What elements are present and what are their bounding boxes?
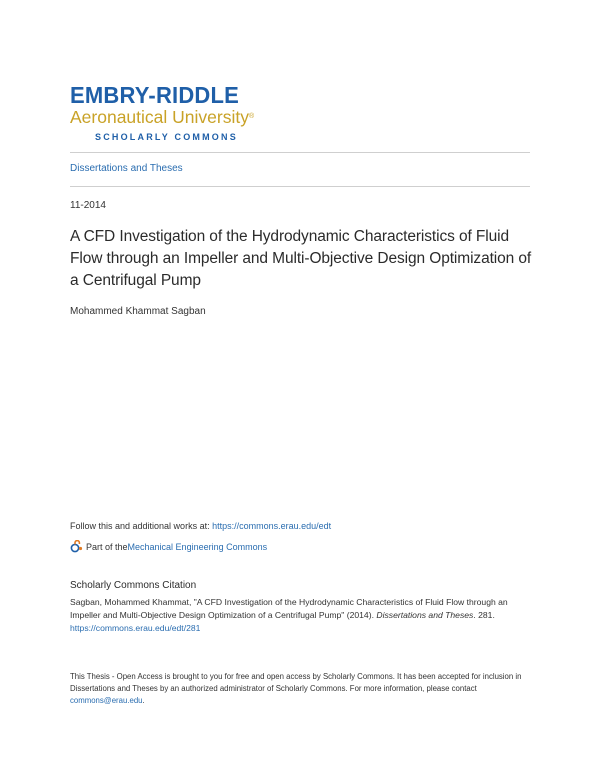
author-name: Mohammed Khammat Sagban xyxy=(70,306,206,317)
logo-university-text: Aeronautical University xyxy=(70,107,249,127)
footer-text: This Thesis - Open Access is brought to you for free and open access by Scholarly Commons. It has been accepted for inclusion in Dissertations and Theses by an authorized administrator of Scholarly Commons. For more information, please contact xyxy=(70,672,522,693)
title-part: Hydrodynamic xyxy=(251,228,350,245)
title-part: Design xyxy=(377,250,426,267)
follow-prefix: Follow this and additional works at: xyxy=(70,521,213,531)
citation-text: Sagban, Mohammed Khammat, "A CFD Investigation of the Hydrodynamic Characteristics of Fluid Flow through an Impeller and Multi-Objective Design Optimization of a Centrifugal Pump" (2014). xyxy=(70,597,508,620)
title-part: Multi-Objective xyxy=(272,250,374,267)
title-part: and xyxy=(238,250,273,267)
series-link[interactable]: Dissertations and Theses xyxy=(70,163,183,174)
publication-date: 11-2014 xyxy=(70,200,106,211)
follow-link[interactable]: https://commons.erau.edu/edt xyxy=(212,521,332,531)
logo-embry-riddle: EMBRY-RIDDLE xyxy=(70,81,240,109)
open-access-icon xyxy=(70,540,83,553)
title-part: Pump xyxy=(160,272,201,289)
footer-notice xyxy=(70,671,540,707)
title-part: Impeller xyxy=(183,250,239,267)
part-of-line xyxy=(70,540,267,553)
university-logo xyxy=(70,81,300,142)
citation-journal: Dissertations and Theses xyxy=(376,610,474,620)
mechanical-engineering-commons-link[interactable]: Mechanical Engineering Commons xyxy=(127,541,268,552)
title-part: of the xyxy=(205,228,252,245)
part-of-prefix: Part of the xyxy=(86,541,128,552)
divider-bottom xyxy=(70,186,530,187)
citation-number: . 281. xyxy=(473,610,495,620)
contact-email-link[interactable]: commons@erau.edu xyxy=(70,696,143,705)
follow-line xyxy=(70,521,331,531)
logo-trademark: ® xyxy=(248,113,255,120)
logo-aeronautical-university xyxy=(70,107,300,127)
logo-scholarly-commons: SCHOLARLY COMMONS xyxy=(95,132,238,142)
divider-top xyxy=(70,152,530,153)
title-part: Characteristics of Fluid Flow through an xyxy=(70,228,510,267)
document-title xyxy=(70,226,535,292)
title-part: Investigation xyxy=(119,228,206,245)
citation-block xyxy=(70,596,540,635)
citation-heading: Scholarly Commons Citation xyxy=(70,580,197,591)
title-part: Centrifugal xyxy=(82,272,157,289)
title-part: A CFD xyxy=(70,228,120,245)
footer-end: . xyxy=(142,696,145,705)
citation-url-link[interactable]: https://commons.erau.edu/edt/281 xyxy=(70,623,201,633)
title-part: Optimization of a xyxy=(70,250,532,289)
